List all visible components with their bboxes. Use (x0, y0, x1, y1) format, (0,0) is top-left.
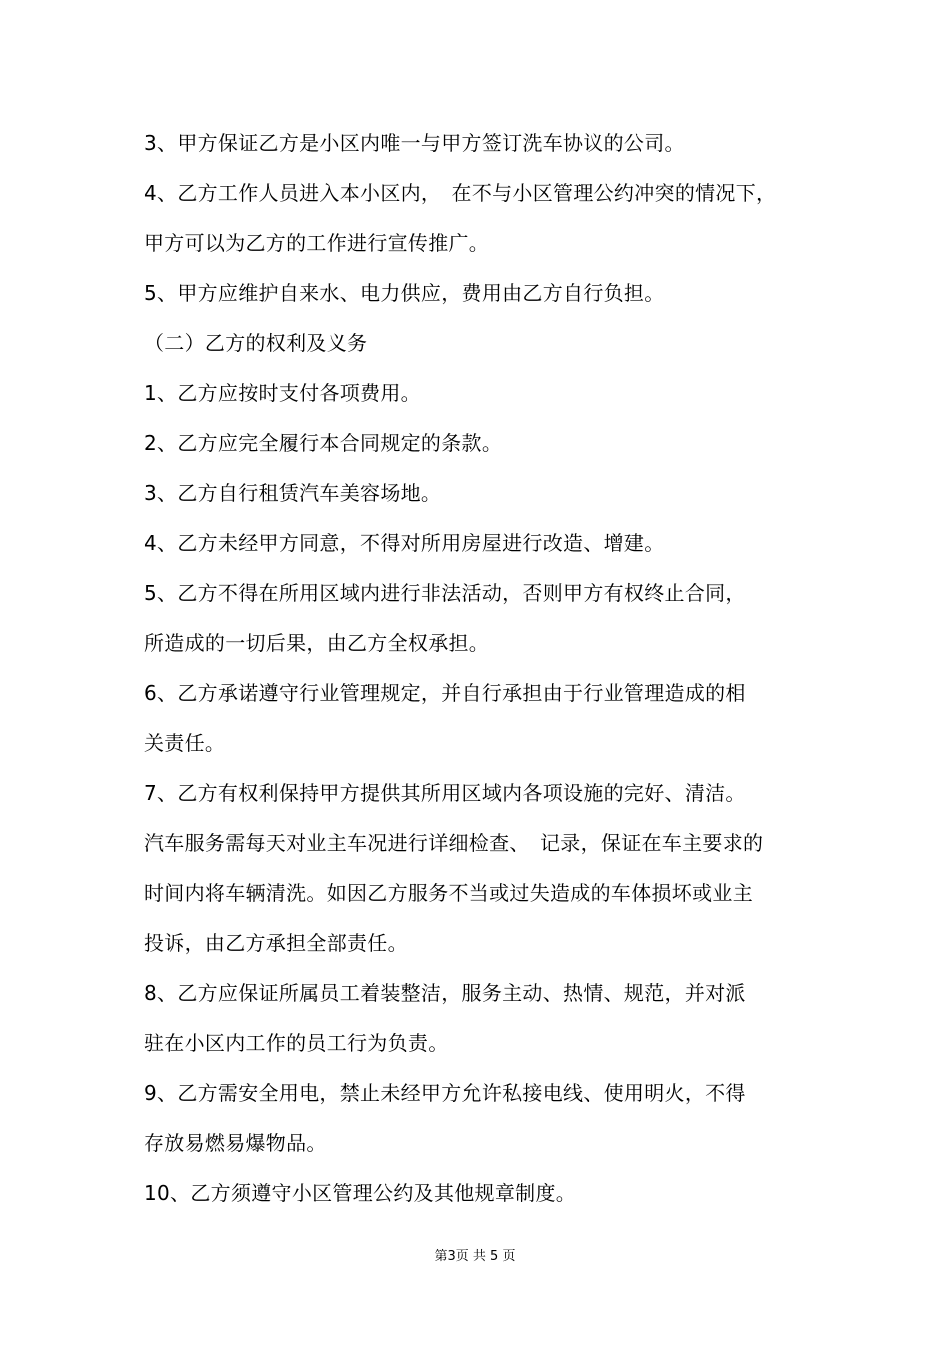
text-line: 1、乙方应按时支付各项费用。 (144, 381, 421, 405)
text-line: 2、乙方应完全履行本合同规定的条款。 (144, 431, 503, 455)
section-heading: （二）乙方的权利及义务 (144, 331, 368, 355)
text-line: 时间内将车辆清洗。如因乙方服务不当或过失造成的车体损坏或业主 (144, 881, 753, 905)
text-line: 3、乙方自行租赁汽车美容场地。 (144, 481, 442, 505)
text-line: 9、乙方需安全用电，禁止未经甲方允许私接电线、使用明火，不得 (144, 1081, 746, 1105)
text-line: 关责任。 (144, 731, 226, 755)
text-line: 投诉，由乙方承担全部责任。 (144, 931, 408, 955)
text-line: 4、乙方工作人员进入本小区内， 在不与小区管理公约冲突的情况下， (144, 181, 777, 205)
text-line: 存放易燃易爆物品。 (144, 1131, 327, 1155)
document-body (144, 123, 814, 1223)
text-line: 8、乙方应保证所属员工着装整洁，服务主动、热情、规范，并对派 (144, 981, 746, 1005)
text-line: 5、甲方应维护自来水、电力供应，费用由乙方自行负担。 (144, 281, 665, 305)
page-number: 第3页 共 5 页 (434, 1249, 516, 1264)
text-line: 3、甲方保证乙方是小区内唯一与甲方签订洗车协议的公司。 (144, 131, 685, 155)
text-line: 汽车服务需每天对业主车况进行详细检查、 记录，保证在车主要求的 (144, 831, 764, 855)
text-line: 4、乙方未经甲方同意，不得对所用房屋进行改造、增建。 (144, 531, 665, 555)
text-line: 所造成的一切后果，由乙方全权承担。 (144, 631, 490, 655)
text-line: 7、乙方有权利保持甲方提供其所用区域内各项设施的完好、清洁。 (144, 781, 746, 805)
text-line: 甲方可以为乙方的工作进行宣传推广。 (144, 231, 490, 255)
text-line: 10、乙方须遵守小区管理公约及其他规章制度。 (144, 1181, 577, 1205)
text-line: 驻在小区内工作的员工行为负责。 (144, 1031, 449, 1055)
text-line: 5、乙方不得在所用区域内进行非法活动，否则甲方有权终止合同， (144, 581, 746, 605)
text-line: 6、乙方承诺遵守行业管理规定，并自行承担由于行业管理造成的相 (144, 681, 746, 705)
